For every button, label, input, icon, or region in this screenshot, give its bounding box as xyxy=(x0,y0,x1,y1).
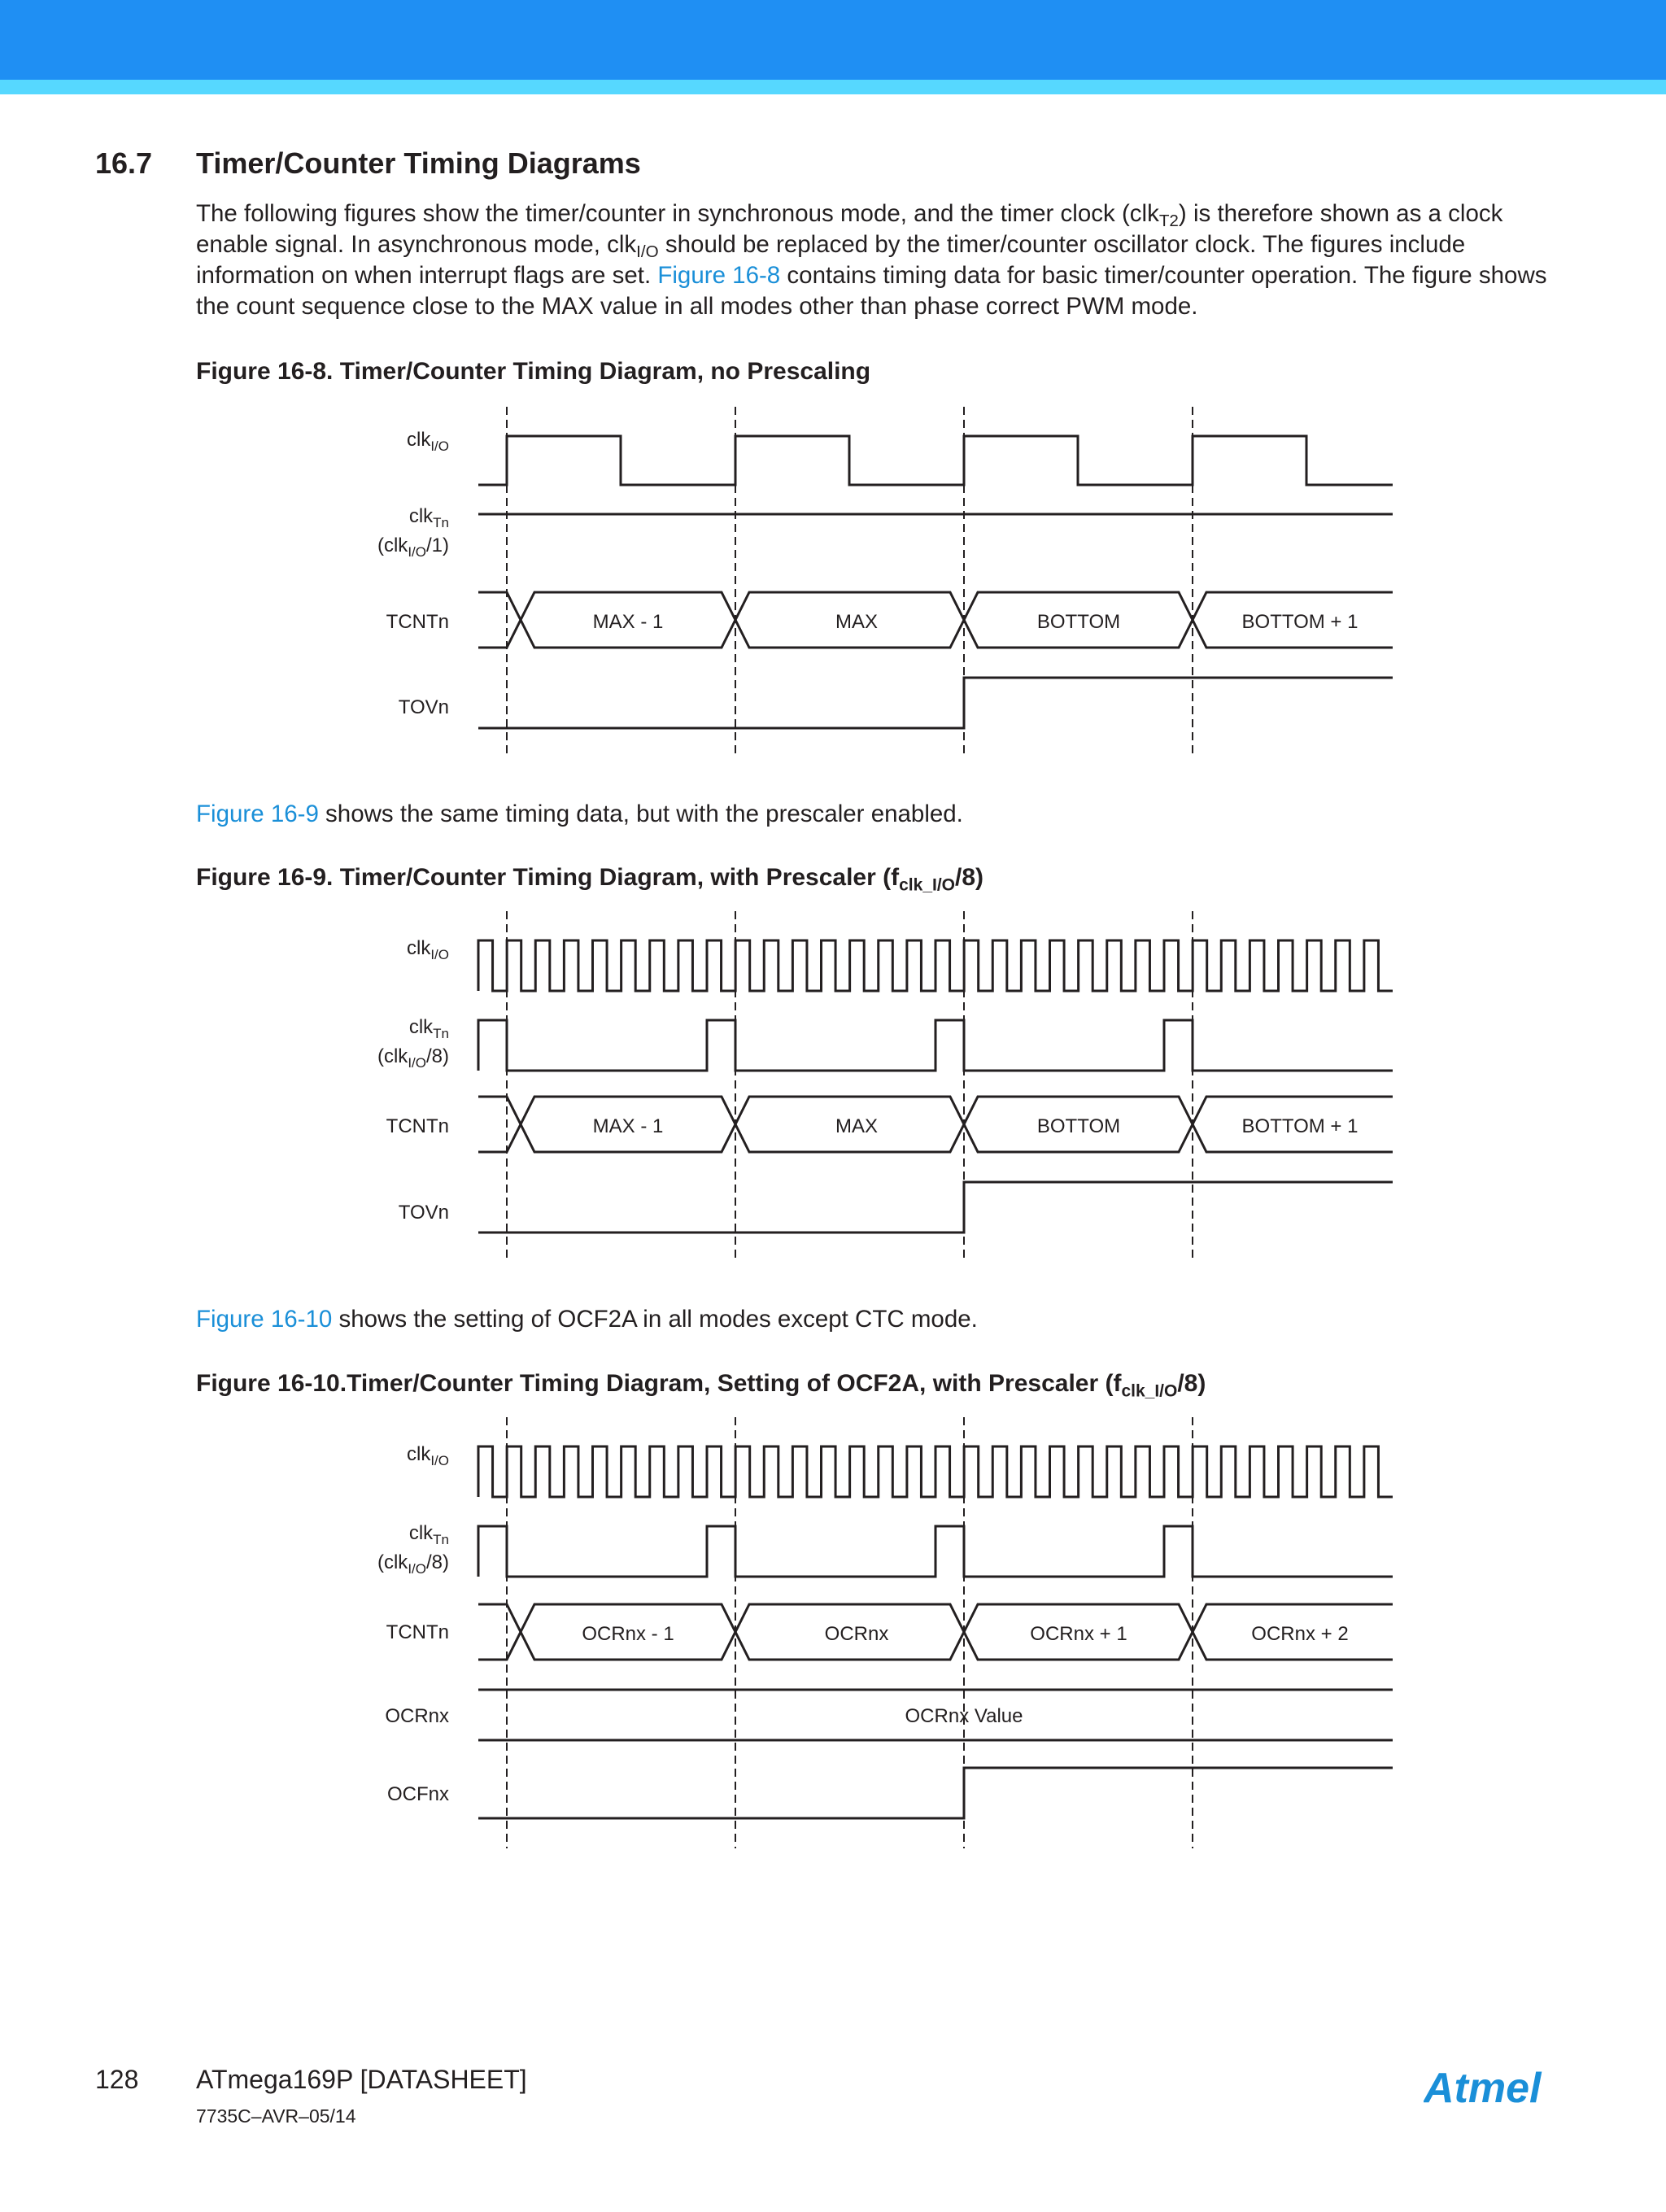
tcnt-label: TCNTn xyxy=(386,1115,449,1137)
clkio-waveform xyxy=(478,436,1393,485)
tcnt-value: BOTTOM + 1 xyxy=(1241,1115,1359,1137)
tcnt-value: OCRnx - 1 xyxy=(582,1623,674,1645)
ocfnx-waveform xyxy=(478,1768,1393,1818)
tovn-waveform xyxy=(478,1182,1393,1233)
tcnt-value: MAX xyxy=(835,1115,879,1137)
page-number: 128 xyxy=(95,2065,139,2094)
tcnt-label: TCNTn xyxy=(386,611,449,633)
clktn-label: clk$_{Tn}$ xyxy=(408,1522,449,1547)
paragraph-figure-16-10: Figure 16-10 shows the setting of OCF2A in all modes except CTC mode. xyxy=(196,1306,978,1333)
clktn-waveform xyxy=(478,1526,1393,1577)
figure-16-10-diagram xyxy=(0,1409,1666,1848)
figure-16-9-caption: Figure 16-9. Timer/Counter Timing Diagram, with Prescaler $(f_{clk\_I/O}/8)$ xyxy=(196,864,984,895)
header-band xyxy=(0,0,1666,80)
atmel-logo-text: Atmel xyxy=(1424,2065,1542,2112)
figure-16-9-diagram xyxy=(0,903,1666,1269)
ocrnx-label: OCRnx xyxy=(385,1705,449,1727)
tcnt-value: BOTTOM xyxy=(1036,611,1121,633)
tovn-label: TOVn xyxy=(398,696,449,718)
tcnt-value: OCRnx xyxy=(824,1623,889,1645)
ocfnx-label: OCFnx xyxy=(386,1783,449,1805)
clktn-divider-label: (clk$_{I/O}$/8) xyxy=(377,1551,449,1577)
section-title: Timer/Counter Timing Diagrams xyxy=(196,146,641,180)
figure-16-10-link[interactable]: Figure 16-10 xyxy=(196,1306,333,1333)
figure-16-9-link[interactable]: Figure 16-9 xyxy=(196,801,319,827)
tcnt-value: BOTTOM xyxy=(1036,1115,1121,1137)
figure-16-8-link[interactable]: Figure 16-8 xyxy=(657,262,781,289)
clkio-label: clk$_{I/O}$ xyxy=(406,429,449,454)
tovn-waveform xyxy=(478,678,1393,728)
clktn-divider-label: (clk$_{I/O}$/1) xyxy=(377,534,449,560)
tcnt-value: BOTTOM + 1 xyxy=(1241,611,1359,633)
atmel-logo xyxy=(1424,2058,1570,2115)
header-accent-line xyxy=(0,80,1666,94)
tcnt-value: OCRnx + 1 xyxy=(1030,1623,1127,1645)
clktn-waveform xyxy=(478,1020,1393,1071)
figure-16-8-diagram xyxy=(0,399,1666,765)
figure-16-8-caption: Figure 16-8. Timer/Counter Timing Diagram, no Prescaling xyxy=(196,358,871,385)
figure-16-10-caption: Figure 16-10.Timer/Counter Timing Diagram, Setting of OCF2A, with Prescaler $(f_{clk\_I/O}/8)$ xyxy=(196,1370,1206,1401)
tcnt-label: TCNTn xyxy=(386,1621,449,1643)
clkio-waveform xyxy=(478,1446,1393,1497)
ocrnx-value: OCRnx Value xyxy=(905,1705,1023,1727)
clkio-label: clk$_{I/O}$ xyxy=(406,937,449,962)
document-code: 7735C–AVR–05/14 xyxy=(196,2105,356,2127)
section-number: 16.7 xyxy=(95,146,153,180)
clktn-divider-label: (clk$_{I/O}$/8) xyxy=(377,1045,449,1071)
tcnt-value: OCRnx + 2 xyxy=(1251,1623,1349,1645)
tcnt-value: MAX - 1 xyxy=(592,611,664,633)
clkio-waveform xyxy=(478,940,1393,991)
clkio-label: clk$_{I/O}$ xyxy=(406,1443,449,1468)
intro-paragraph: The following figures show the timer/counter in synchronous mode, and the timer clock (clk$_{T2}$) is therefore shown as a clock enable signal. In asynchronous mode, clk$_{I/O}$ should be replaced by the timer/counter oscillator clock. The figures include information on when interrupt flags are set. Figure 16-8 contains timing data for basic timer/counter operation. The figure shows the count sequence close to the MAX value in all modes other than phase correct PWM mode. xyxy=(196,200,1547,320)
clktn-label: clk$_{Tn}$ xyxy=(408,505,449,530)
tcnt-value: MAX xyxy=(835,611,879,633)
document-title: ATmega169P [DATASHEET] xyxy=(196,2065,527,2094)
clktn-label: clk$_{Tn}$ xyxy=(408,1016,449,1041)
tovn-label: TOVn xyxy=(398,1202,449,1224)
paragraph-figure-16-9: Figure 16-9 shows the same timing data, but with the prescaler enabled. xyxy=(196,801,963,827)
tcnt-value: MAX - 1 xyxy=(592,1115,664,1137)
